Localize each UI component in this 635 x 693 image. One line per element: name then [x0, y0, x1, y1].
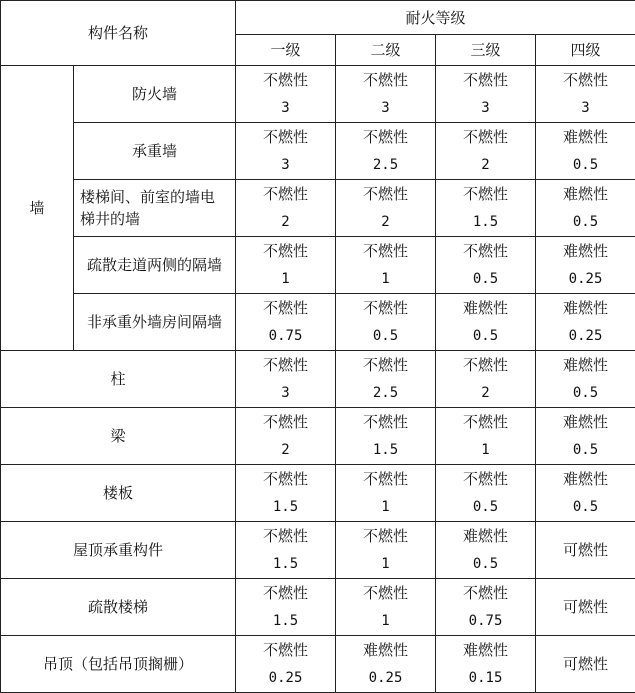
- combustibility-label: 不燃性: [436, 582, 535, 604]
- rating-cell: [236, 579, 336, 636]
- wall-group-label: 墙: [1, 66, 74, 351]
- rating-cell: [536, 180, 635, 237]
- rating-cell: [536, 237, 635, 294]
- component-name: 柱: [1, 351, 236, 408]
- fire-resistance-hours: 2.5: [336, 154, 435, 176]
- rating-cell: [536, 294, 635, 351]
- component-name: 承重墙: [74, 123, 236, 180]
- combustibility-label: 不燃性: [236, 126, 335, 148]
- component-name: 屋顶承重构件: [1, 522, 236, 579]
- rating-cell: [336, 579, 436, 636]
- table-row: [1, 636, 635, 693]
- rating-cell: [436, 408, 536, 465]
- rating-cell: [536, 636, 635, 693]
- component-name-line: 梯井的墙: [80, 208, 235, 230]
- rating-cell: [436, 123, 536, 180]
- combustibility-label: 不燃性: [336, 126, 435, 148]
- combustibility-label: 不燃性: [436, 183, 535, 205]
- fire-resistance-hours: 0.5: [336, 325, 435, 347]
- component-name: 非承重外墙房间隔墙: [74, 294, 236, 351]
- fire-resistance-hours: 1.5: [236, 496, 335, 518]
- fire-resistance-hours: 1: [436, 439, 535, 461]
- rating-cell: [236, 408, 336, 465]
- table-row: [1, 237, 635, 294]
- rating-cell: [236, 66, 336, 123]
- rating-cell: [436, 180, 536, 237]
- combustibility-label: 不燃性: [436, 240, 535, 262]
- fire-resistance-hours: 0.5: [536, 496, 635, 518]
- rating-cell: [436, 237, 536, 294]
- component-name: 疏散走道两侧的隔墙: [74, 237, 236, 294]
- rating-cell: [236, 294, 336, 351]
- combustibility-label: 不燃性: [336, 411, 435, 433]
- fire-resistance-hours: 0.25: [336, 667, 435, 689]
- combustibility-label: 不燃性: [236, 183, 335, 205]
- table-row: [1, 522, 635, 579]
- fire-resistance-hours: 0.25: [536, 268, 635, 290]
- combustibility-label: 不燃性: [436, 411, 535, 433]
- rating-cell: [436, 579, 536, 636]
- rating-cell: [236, 237, 336, 294]
- combustibility-label: 不燃性: [236, 525, 335, 547]
- table-row: [1, 408, 635, 465]
- fire-resistance-hours: 0.5: [436, 553, 535, 575]
- header-component-name: 构件名称: [1, 1, 236, 66]
- component-name: 楼板: [1, 465, 236, 522]
- rating-cell: [236, 180, 336, 237]
- rating-cell: [236, 522, 336, 579]
- combustibility-label: 不燃性: [336, 582, 435, 604]
- fire-resistance-hours: 0.5: [536, 211, 635, 233]
- combustibility-label: 难燃性: [536, 468, 635, 490]
- fire-resistance-hours: 2: [436, 382, 535, 404]
- fire-resistance-hours: 1: [236, 268, 335, 290]
- fire-resistance-hours: 3: [236, 382, 335, 404]
- combustibility-label: 不燃性: [536, 69, 635, 91]
- combustibility-label: 不燃性: [336, 240, 435, 262]
- fire-resistance-hours: 0.15: [436, 667, 535, 689]
- rating-cell: [336, 351, 436, 408]
- combustibility-label: 不燃性: [236, 240, 335, 262]
- table-row: [1, 465, 635, 522]
- rating-cell: [436, 636, 536, 693]
- header-grade-4: 四级: [536, 35, 635, 66]
- table-row: [1, 294, 635, 351]
- fire-resistance-hours: 2: [436, 154, 535, 176]
- fire-resistance-hours: 1: [336, 610, 435, 632]
- fire-resistance-hours: 1: [336, 496, 435, 518]
- rating-cell: [336, 123, 436, 180]
- header-grade-3: 三级: [436, 35, 536, 66]
- combustibility-label: 不燃性: [336, 468, 435, 490]
- component-name: 梁: [1, 408, 236, 465]
- combustibility-label: 不燃性: [336, 297, 435, 319]
- fire-resistance-hours: 1: [336, 553, 435, 575]
- fire-resistance-hours: 3: [536, 97, 635, 119]
- rating-cell: [336, 522, 436, 579]
- combustibility-label: 不燃性: [336, 183, 435, 205]
- combustibility-label: 难燃性: [536, 297, 635, 319]
- table-row: [1, 66, 635, 123]
- rating-cell: [436, 465, 536, 522]
- rating-cell: [236, 636, 336, 693]
- fire-resistance-hours: 3: [436, 97, 535, 119]
- rating-cell: [336, 636, 436, 693]
- rating-cell: [336, 66, 436, 123]
- fire-resistance-hours: 0.75: [236, 325, 335, 347]
- fire-resistance-hours: 1.5: [236, 553, 335, 575]
- combustibility-label: 难燃性: [536, 411, 635, 433]
- combustibility-label: 难燃性: [536, 126, 635, 148]
- component-name-line: 楼梯间、前室的墙电: [80, 186, 235, 208]
- header-grade-2: 二级: [336, 35, 436, 66]
- fire-resistance-hours: 1.5: [336, 439, 435, 461]
- combustibility-label: 难燃性: [436, 525, 535, 547]
- fire-resistance-hours: 3: [336, 97, 435, 119]
- fire-resistance-hours: 0.5: [436, 325, 535, 347]
- combustibility-label: 不燃性: [336, 69, 435, 91]
- fire-resistance-hours: 2: [236, 211, 335, 233]
- combustibility-label: 不燃性: [336, 525, 435, 547]
- combustibility-label: 难燃性: [436, 297, 535, 319]
- combustibility-label: 不燃性: [236, 297, 335, 319]
- fire-resistance-hours: 0.5: [436, 268, 535, 290]
- rating-cell: [536, 522, 635, 579]
- rating-cell: [536, 408, 635, 465]
- combustibility-label: 不燃性: [236, 639, 335, 661]
- table-row: [1, 351, 635, 408]
- table-row: [1, 579, 635, 636]
- rating-cell: [336, 237, 436, 294]
- rating-cell: [236, 123, 336, 180]
- fire-resistance-hours: 2: [236, 439, 335, 461]
- fire-resistance-hours: 2.5: [336, 382, 435, 404]
- fire-resistance-hours: 0.25: [536, 325, 635, 347]
- component-name: [74, 180, 236, 237]
- rating-cell: [336, 408, 436, 465]
- combustibility-label: 可燃性: [536, 539, 635, 561]
- table-row: [1, 123, 635, 180]
- rating-cell: [436, 351, 536, 408]
- rating-cell: [336, 180, 436, 237]
- combustibility-label: 不燃性: [436, 354, 535, 376]
- combustibility-label: 难燃性: [536, 354, 635, 376]
- rating-cell: [536, 579, 635, 636]
- combustibility-label: 可燃性: [536, 596, 635, 618]
- component-name: 吊顶（包括吊顶搁栅）: [1, 636, 236, 693]
- combustibility-label: 难燃性: [536, 183, 635, 205]
- header-fire-rating: 耐火等级: [236, 1, 635, 35]
- component-name: 防火墙: [74, 66, 236, 123]
- combustibility-label: 不燃性: [236, 468, 335, 490]
- combustibility-label: 不燃性: [236, 354, 335, 376]
- rating-cell: [536, 123, 635, 180]
- table-row: [1, 180, 635, 237]
- rating-cell: [236, 351, 336, 408]
- fire-resistance-hours: 0.5: [536, 154, 635, 176]
- combustibility-label: 不燃性: [236, 69, 335, 91]
- rating-cell: [436, 522, 536, 579]
- combustibility-label: 难燃性: [536, 240, 635, 262]
- rating-cell: [436, 66, 536, 123]
- fire-resistance-hours: 3: [236, 154, 335, 176]
- rating-cell: [336, 465, 436, 522]
- rating-cell: [436, 294, 536, 351]
- fire-resistance-hours: 1.5: [436, 211, 535, 233]
- combustibility-label: 不燃性: [436, 69, 535, 91]
- fire-resistance-hours: 2: [336, 211, 435, 233]
- combustibility-label: 难燃性: [436, 639, 535, 661]
- fire-resistance-hours: 0.25: [236, 667, 335, 689]
- fire-resistance-hours: 0.5: [536, 439, 635, 461]
- combustibility-label: 可燃性: [536, 653, 635, 675]
- combustibility-label: 不燃性: [336, 354, 435, 376]
- rating-cell: [536, 66, 635, 123]
- fire-resistance-hours: 0.5: [436, 496, 535, 518]
- fire-resistance-hours: 3: [236, 97, 335, 119]
- combustibility-label: 不燃性: [436, 126, 535, 148]
- fire-resistance-hours: 1: [336, 268, 435, 290]
- rating-cell: [536, 465, 635, 522]
- combustibility-label: 不燃性: [236, 411, 335, 433]
- header-grade-1: 一级: [236, 35, 336, 66]
- fire-resistance-hours: 0.5: [536, 382, 635, 404]
- component-name: 疏散楼梯: [1, 579, 236, 636]
- combustibility-label: 不燃性: [436, 468, 535, 490]
- fire-resistance-hours: 1.5: [236, 610, 335, 632]
- fire-resistance-hours: 0.75: [436, 610, 535, 632]
- rating-cell: [536, 351, 635, 408]
- rating-cell: [336, 294, 436, 351]
- combustibility-label: 不燃性: [236, 582, 335, 604]
- combustibility-label: 难燃性: [336, 639, 435, 661]
- rating-cell: [236, 465, 336, 522]
